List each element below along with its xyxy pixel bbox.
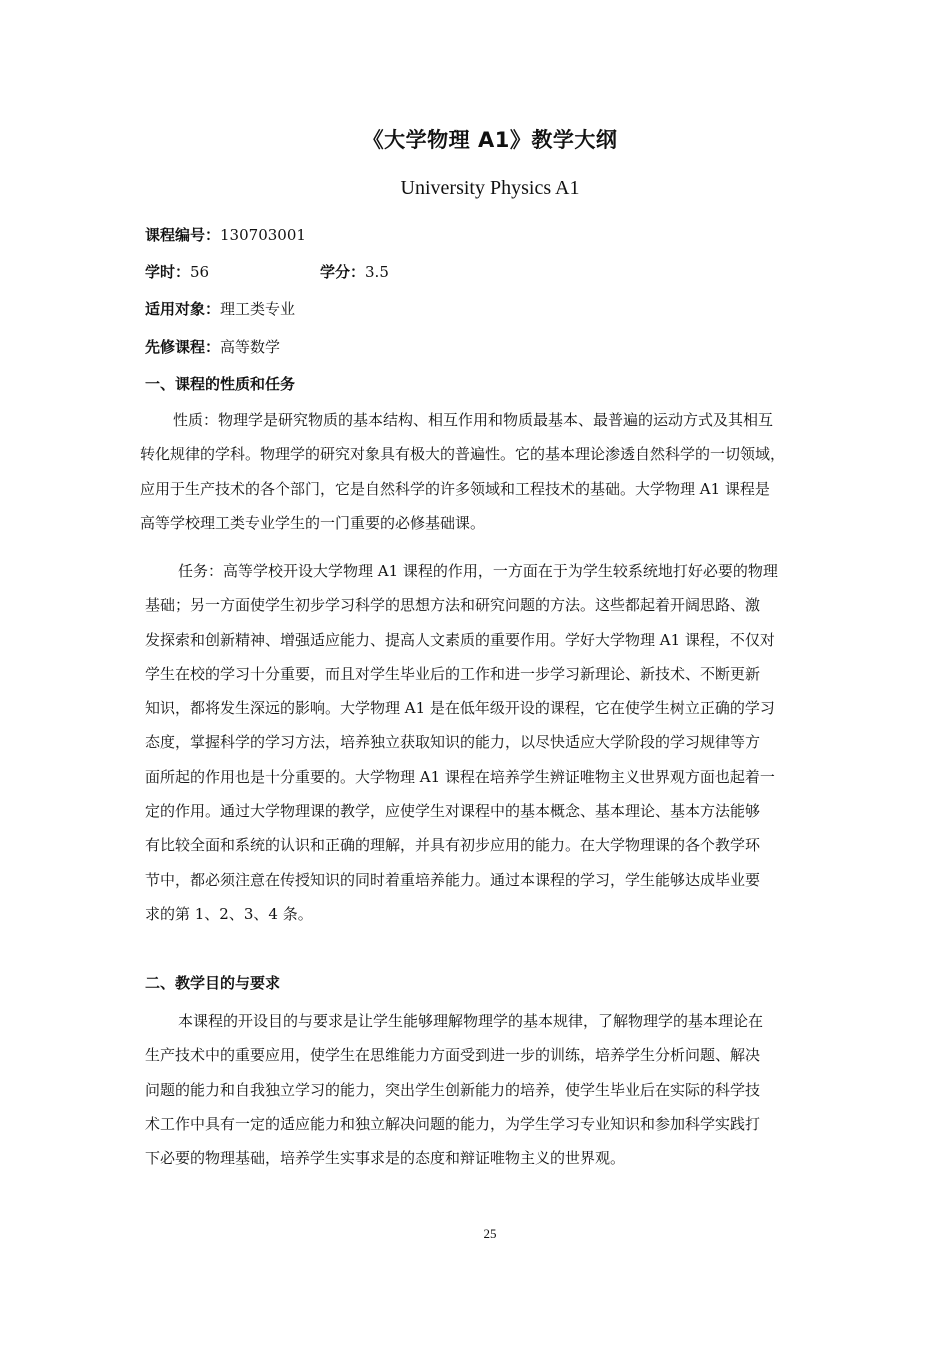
section1-nature-paragraph — [140, 403, 840, 540]
hours-value: 56 — [190, 263, 210, 281]
credits-label: 学分： — [320, 263, 366, 281]
course-code-label: 课程编号： — [145, 226, 221, 244]
paragraph-line: 节中，都必须注意在传授知识的同时着重培养能力。通过本课程的学习，学生能够达成毕业要 — [145, 870, 761, 889]
section1-heading: 一、课程的性质和任务 — [145, 375, 296, 393]
section2-paragraph — [145, 1004, 840, 1175]
paragraph-line: 术工作中具有一定的适应能力和独立解决问题的能力，为学生学习专业知识和参加科学实践打 — [145, 1114, 761, 1133]
audience-label: 适用对象： — [145, 300, 221, 318]
paragraph-line: 转化规律的学科。物理学的研究对象具有极大的普遍性。它的基本理论渗透自然科学的一切领域， — [140, 445, 786, 464]
page-number: 25 — [483, 1226, 497, 1241]
document-subtitle: University Physics A1 — [400, 177, 580, 199]
paragraph-line: 有比较全面和系统的认识和正确的理解，并具有初步应用的能力。在大学物理课的各个教学环 — [145, 836, 761, 855]
paragraph-line: 态度，掌握科学的学习方法，培养独立获取知识的能力，以尽快适应大学阶段的学习规律等方 — [145, 733, 761, 752]
credits-row — [320, 262, 389, 282]
prerequisite-label: 先修课程： — [145, 338, 221, 356]
course-code-value: 130703001 — [220, 226, 306, 244]
paragraph-line: 生产技术中的重要应用，使学生在思维能力方面受到进一步的训练，培养学生分析问题、解决 — [145, 1046, 761, 1065]
hours-row — [145, 262, 209, 282]
paragraph-line: 基础；另一方面使学生初步学习科学的思想方法和研究问题的方法。这些都起着开阔思路、激 — [145, 596, 761, 615]
paragraph-line: 高等学校理工类专业学生的一门重要的必修基础课。 — [140, 513, 486, 532]
credits-value: 3.5 — [365, 263, 389, 281]
audience-row — [145, 299, 295, 319]
paragraph-line: 下必要的物理基础，培养学生实事求是的态度和辩证唯物主义的世界观。 — [145, 1149, 626, 1168]
paragraph-line: 性质：物理学是研究物质的基本结构、相互作用和物质最基本、最普遍的运动方式及其相互 — [173, 411, 774, 429]
document-title: 《大学物理 A1》教学大纲 — [362, 128, 618, 152]
prerequisite-row — [145, 337, 280, 357]
paragraph-line: 学生在校的学习十分重要，而且对学生毕业后的工作和进一步学习新理论、新技术、不断更新 — [145, 664, 761, 683]
hours-label: 学时： — [145, 263, 191, 281]
paragraph-line: 发探索和创新精神、增强适应能力、提高人文素质的重要作用。学好大学物理 A1 课程，不仅对 — [145, 630, 775, 649]
section2-heading: 二、教学目的与要求 — [145, 974, 281, 992]
paragraph-line: 面所起的作用也是十分重要的。大学物理 A1 课程在培养学生辨证唯物主义世界观方面也起着一 — [145, 767, 775, 786]
paragraph-line: 问题的能力和自我独立学习的能力，突出学生创新能力的培养，使学生毕业后在实际的科学技 — [145, 1080, 761, 1099]
course-code-row — [145, 225, 306, 245]
paragraph-line: 本课程的开设目的与要求是让学生能够理解物理学的基本规律，了解物理学的基本理论在 — [178, 1012, 764, 1030]
paragraph-line: 任务：高等学校开设大学物理 A1 课程的作用，一方面在于为学生较系统地打好必要的物理 — [178, 562, 778, 580]
section1-task-paragraph — [145, 554, 840, 931]
paragraph-line: 知识，都将发生深远的影响。大学物理 A1 是在低年级开设的课程，它在使学生树立正确的学习 — [145, 699, 775, 718]
audience-value: 理工类专业 — [220, 300, 296, 318]
paragraph-line: 求的第 1、2、3、4 条。 — [145, 904, 313, 923]
paragraph-line: 定的作用。通过大学物理课的教学，应使学生对课程中的基本概念、基本理论、基本方法能够 — [145, 802, 761, 821]
paragraph-line: 应用于生产技术的各个部门，它是自然科学的许多领域和工程技术的基础。大学物理 A1 课程是 — [140, 479, 770, 498]
prerequisite-value: 高等数学 — [220, 338, 281, 356]
